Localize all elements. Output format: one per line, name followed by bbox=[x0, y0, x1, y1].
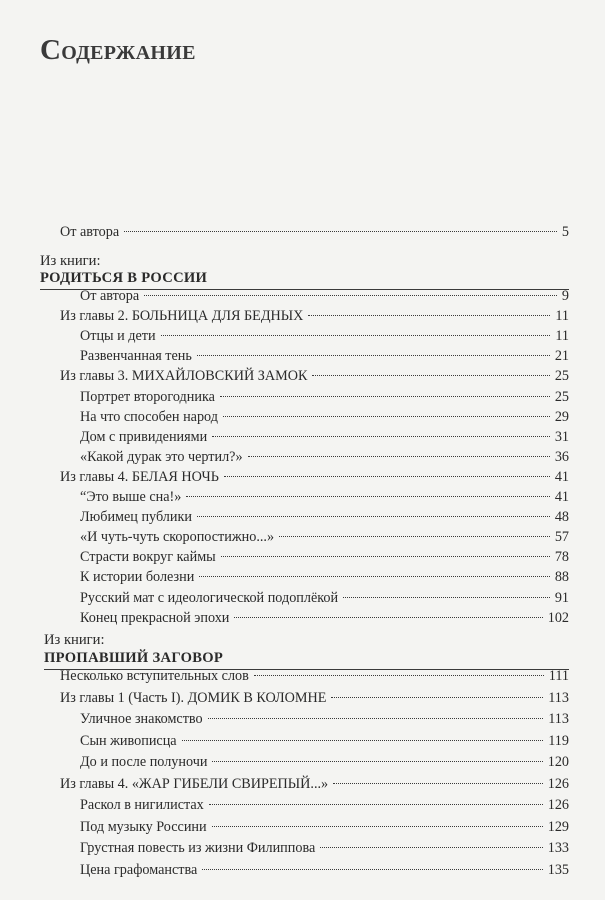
toc-entry-page: 135 bbox=[547, 861, 569, 878]
toc-entry-title: Уличное знакомство bbox=[80, 711, 203, 727]
dot-leader bbox=[234, 617, 542, 618]
toc-entry[interactable] bbox=[80, 547, 569, 567]
toc-entry-title: К истории болезни bbox=[80, 569, 195, 586]
toc-entry-title: “Это выше сна!» bbox=[80, 489, 182, 505]
toc-entry[interactable] bbox=[80, 527, 569, 547]
toc-entry[interactable] bbox=[80, 838, 569, 858]
toc-entry-title: Отцы и дети bbox=[80, 328, 156, 345]
dot-leader bbox=[254, 675, 544, 676]
dot-leader bbox=[197, 516, 550, 517]
toc-entry-page: 41 bbox=[554, 468, 569, 485]
toc-entry-title: «Какой дурак это чертил?» bbox=[80, 448, 243, 465]
toc-entry-page: 25 bbox=[554, 388, 569, 405]
toc-entry[interactable] bbox=[80, 387, 569, 407]
toc-entry-page: 31 bbox=[554, 428, 569, 445]
toc-entry-page: 21 bbox=[554, 348, 569, 365]
toc-entry[interactable] bbox=[80, 567, 569, 587]
toc-entry[interactable] bbox=[80, 817, 569, 837]
toc-entry-page: 29 bbox=[554, 408, 569, 425]
toc-entry[interactable] bbox=[60, 306, 569, 326]
dot-leader bbox=[221, 556, 550, 557]
toc-entry[interactable] bbox=[80, 407, 569, 427]
toc-entry-title: Из главы 4. БЕЛАЯ НОЧЬ bbox=[60, 468, 219, 485]
book1-title: РОДИТЬСЯ В РОССИИ bbox=[40, 270, 208, 286]
toc-entry-page: 113 bbox=[548, 711, 569, 727]
toc-entry-title: Русский мат с идеологической подоплёкой bbox=[80, 589, 339, 606]
toc-entry-title: Развенчанная тень bbox=[80, 348, 192, 365]
toc-entry[interactable] bbox=[80, 588, 569, 608]
toc-entry[interactable] bbox=[60, 666, 569, 686]
toc-entry-title: «И чуть-чуть скоропостижно...» bbox=[80, 529, 275, 546]
toc-entry-page: 25 bbox=[554, 368, 569, 385]
toc-entry[interactable] bbox=[80, 427, 569, 447]
toc-entry-title: Из главы 4. «ЖАР ГИБЕЛИ СВИРЕПЫЙ...» bbox=[60, 775, 329, 792]
toc-entry-title: Дом с привидениями bbox=[80, 428, 208, 445]
toc-entry-page: 9 bbox=[561, 288, 569, 304]
dot-leader bbox=[248, 456, 550, 457]
dot-leader bbox=[343, 597, 550, 598]
dot-leader bbox=[212, 436, 550, 437]
toc-entry[interactable] bbox=[80, 608, 569, 628]
toc-entry-page: 113 bbox=[548, 689, 569, 706]
dot-leader bbox=[312, 375, 549, 376]
toc-entry-title: До и после полуночи bbox=[80, 754, 208, 770]
toc-entry-page: 102 bbox=[547, 609, 569, 626]
toc-entry[interactable] bbox=[60, 366, 569, 386]
toc-entry[interactable] bbox=[80, 447, 569, 467]
dot-leader bbox=[308, 315, 550, 316]
toc-entry[interactable] bbox=[80, 731, 569, 751]
toc-entry[interactable] bbox=[80, 487, 569, 507]
dot-leader bbox=[144, 295, 557, 296]
toc-entry[interactable] bbox=[80, 346, 569, 366]
toc-entry-page: 120 bbox=[547, 754, 569, 770]
toc-entry-page: 126 bbox=[547, 797, 569, 813]
dot-leader bbox=[320, 847, 542, 848]
toc-entry-title: Портрет второгодника bbox=[80, 388, 215, 405]
dot-leader bbox=[161, 335, 551, 336]
toc-entry-title: Цена графоманства bbox=[80, 861, 198, 878]
dot-leader bbox=[212, 826, 543, 827]
toc-entry-title: Из главы 2. БОЛЬНИЦА ДЛЯ БЕДНЫХ bbox=[60, 308, 304, 325]
toc-entry-title: Из главы 3. МИХАЙЛОВСКИЙ ЗАМОК bbox=[60, 368, 308, 385]
toc-entry[interactable] bbox=[60, 688, 569, 708]
dot-leader bbox=[209, 804, 543, 805]
toc-entry[interactable] bbox=[80, 507, 569, 527]
toc-entry-intro[interactable] bbox=[60, 222, 569, 242]
toc-entry-page: 91 bbox=[554, 589, 569, 606]
dot-leader bbox=[202, 869, 542, 870]
toc-entry[interactable] bbox=[80, 326, 569, 346]
toc-entry[interactable] bbox=[60, 774, 569, 794]
toc-entry-page: 126 bbox=[547, 775, 569, 792]
toc-entry-title: Несколько вступительных слов bbox=[60, 668, 249, 684]
toc-entry-page: 57 bbox=[554, 529, 569, 546]
toc-entry-page: 111 bbox=[548, 668, 569, 684]
book2-title: ПРОПАВШИЙ ЗАГОВОР bbox=[44, 650, 224, 666]
dot-leader bbox=[333, 783, 543, 784]
dot-leader bbox=[182, 740, 544, 741]
dot-leader bbox=[199, 576, 550, 577]
dot-leader bbox=[220, 396, 550, 397]
toc-entry-page: 88 bbox=[554, 569, 569, 586]
book2-label: Из книги: bbox=[44, 632, 105, 648]
toc-entry-title: Грустная повесть из жизни Филиппова bbox=[80, 840, 316, 856]
toc-entry-title: Из главы 1 (Часть I). ДОМИК В КОЛОМНЕ bbox=[60, 689, 327, 706]
dot-leader bbox=[208, 718, 544, 719]
toc-entry-title: Любимец публики bbox=[80, 509, 192, 526]
toc-entry[interactable] bbox=[80, 860, 569, 880]
toc-entry-page: 5 bbox=[561, 224, 569, 240]
toc-entry-page: 41 bbox=[554, 489, 569, 505]
toc-entry-title: Раскол в нигилистах bbox=[80, 797, 204, 813]
toc-entry-page: 133 bbox=[547, 840, 569, 856]
toc-entry[interactable] bbox=[80, 286, 569, 306]
toc-entry-title: Страсти вокруг каймы bbox=[80, 549, 216, 566]
dot-leader bbox=[197, 355, 550, 356]
dot-leader bbox=[331, 697, 543, 698]
toc-entry[interactable] bbox=[80, 795, 569, 815]
toc-entry-page: 78 bbox=[554, 549, 569, 566]
toc-entry-title: Сын живописца bbox=[80, 732, 177, 749]
dot-leader bbox=[223, 416, 550, 417]
dot-leader bbox=[212, 761, 542, 762]
toc-entry[interactable] bbox=[60, 467, 569, 487]
toc-entry-page: 11 bbox=[555, 328, 569, 345]
dot-leader bbox=[224, 476, 550, 477]
toc-entry[interactable] bbox=[80, 752, 569, 772]
dot-leader bbox=[186, 496, 549, 497]
page-title: Содержание bbox=[40, 34, 196, 66]
toc-entry-page: 11 bbox=[555, 308, 569, 325]
toc-entry-title: Конец прекрасной эпохи bbox=[80, 609, 230, 626]
toc-entry-page: 36 bbox=[554, 448, 569, 465]
book1-label: Из книги: bbox=[40, 253, 101, 269]
toc-entry-page: 119 bbox=[548, 732, 569, 749]
toc-entry-page: 129 bbox=[547, 818, 569, 835]
dot-leader bbox=[124, 231, 557, 232]
toc-entry-title: Под музыку Россини bbox=[80, 818, 207, 835]
dot-leader bbox=[279, 536, 550, 537]
toc-entry-title: На что способен народ bbox=[80, 408, 218, 425]
toc-entry[interactable] bbox=[80, 709, 569, 729]
toc-entry-title: От автора bbox=[80, 288, 140, 304]
toc-entry-page: 48 bbox=[554, 509, 569, 526]
toc-entry-title: От автора bbox=[60, 224, 120, 240]
